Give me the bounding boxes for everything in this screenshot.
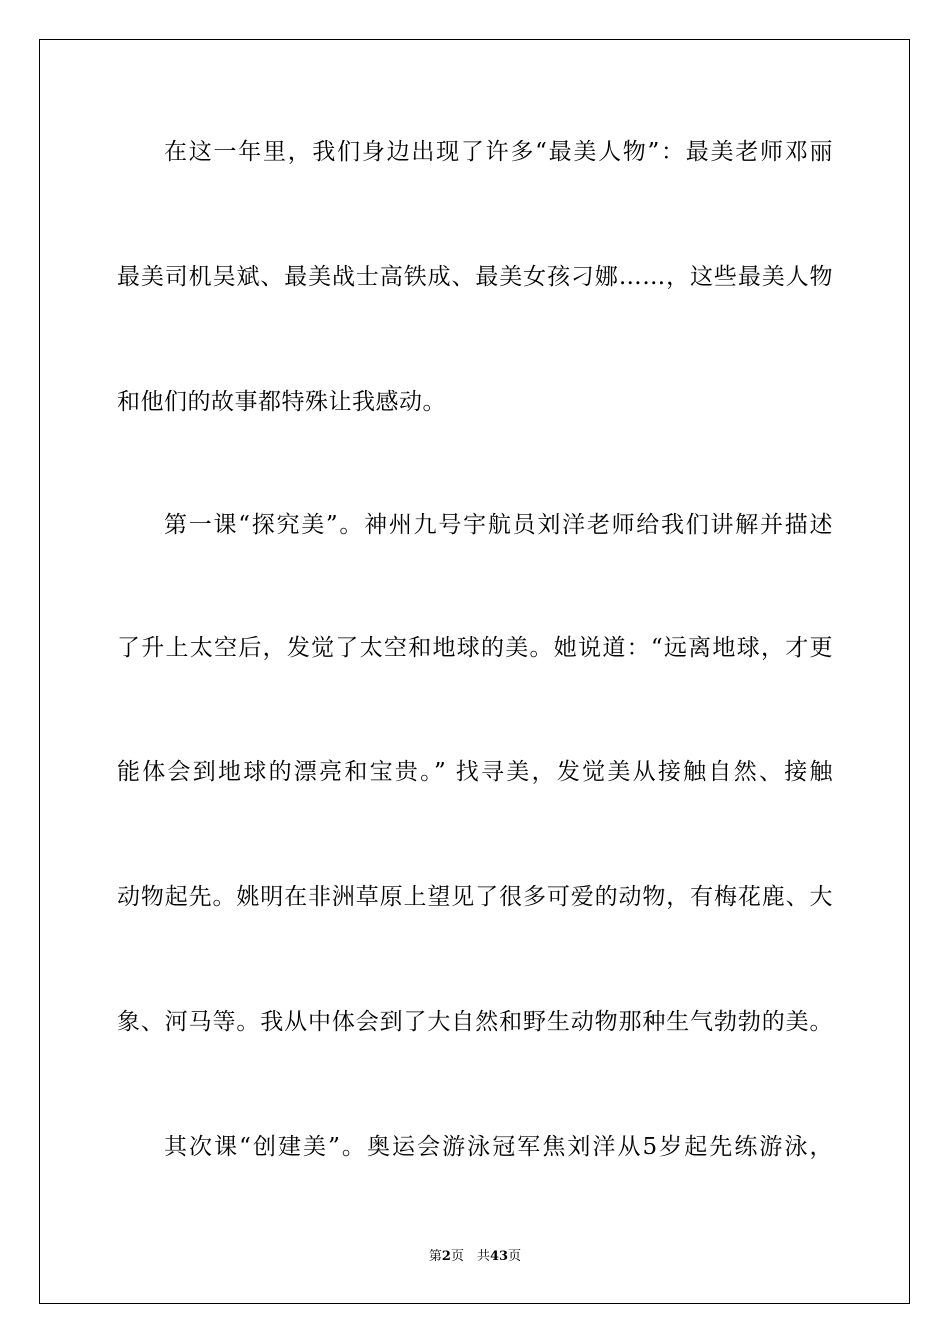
paragraph-line: 最美司机吴斌、最美战士高铁成、最美女孩刁娜……，这些最美人物 xyxy=(117,264,833,290)
paragraph-line: 其次课“创建美”。奥运会游泳冠军焦刘洋从5岁起先练游泳， xyxy=(164,1134,833,1160)
paragraph-line: 动物起先。姚明在非洲草原上望见了很多可爱的动物，有梅花鹿、大 xyxy=(117,884,833,910)
paragraph-line: 和他们的故事都特殊让我感动。 xyxy=(117,389,446,415)
footer-prefix: 第 xyxy=(428,1249,442,1264)
paragraph-line: 了升上太空后，发觉了太空和地球的美。她说道：“远离地球，才更 xyxy=(117,635,833,661)
footer-middle: 页 共 xyxy=(450,1249,490,1264)
footer-suffix: 页 xyxy=(508,1249,522,1264)
paragraph-line: 在这一年里，我们身边出现了许多“最美人物”：最美老师邓丽 xyxy=(164,139,833,165)
total-page-count: 43 xyxy=(489,1249,509,1264)
page-border xyxy=(39,39,910,1304)
paragraph-line: 象、河马等。我从中体会到了大自然和野生动物那种生气勃勃的美。 xyxy=(117,1009,833,1035)
page-number-footer xyxy=(0,1248,950,1266)
current-page-number: 2 xyxy=(441,1249,451,1264)
paragraph-line: 能体会到地球的漂亮和宝贵。” 找寻美，发觉美从接触自然、接触 xyxy=(117,759,833,785)
paragraph-line: 第一课“探究美”。神州九号宇航员刘洋老师给我们讲解并描述 xyxy=(164,512,833,538)
